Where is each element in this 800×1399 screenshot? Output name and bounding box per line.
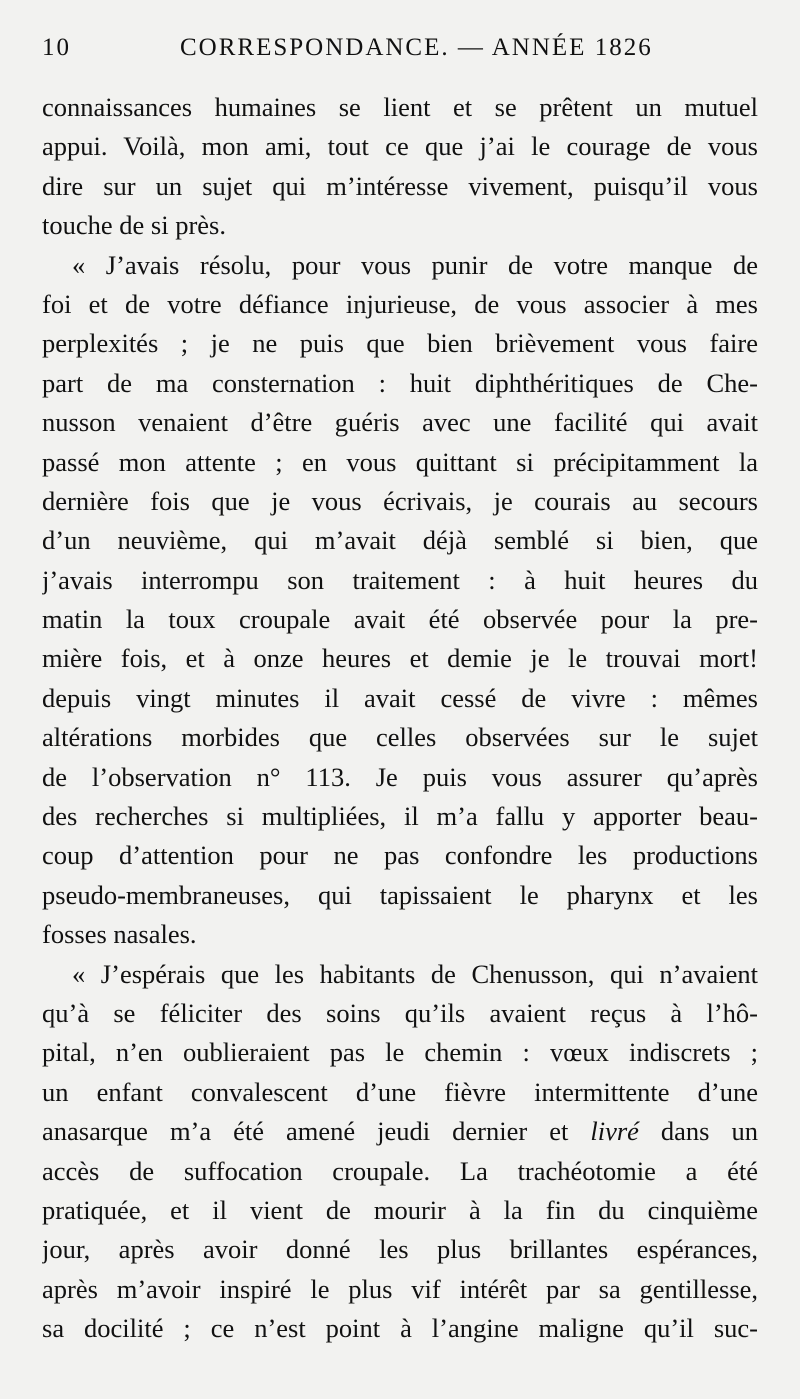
text-line: de l’observation n° 113. Je puis vous assurer qu’après bbox=[42, 761, 758, 792]
text-line: coup d’attention pour ne pas confondre les productions bbox=[42, 840, 758, 871]
text-line: pital, n’en oublieraient pas le chemin : vœux indiscrets ; bbox=[42, 1037, 758, 1068]
text-line: accès de suffocation croupale. La trachéotomie a été bbox=[42, 1155, 758, 1186]
text-line: passé mon attente ; en vous quittant si précipitamment la bbox=[42, 446, 758, 477]
text-line: jour, après avoir donné les plus brillantes espérances, bbox=[42, 1234, 758, 1265]
text-line: matin la toux croupale avait été observée pour la pre- bbox=[42, 604, 758, 635]
text-line: anasarque m’a été amené jeudi dernier et livré dans un bbox=[42, 1116, 758, 1147]
text-line: fosses nasales. bbox=[42, 919, 197, 950]
text-line: d’un neuvième, qui m’avait déjà semblé si bien, que bbox=[42, 525, 758, 556]
text-line: mière fois, et à onze heures et demie je le trouvai mort! bbox=[42, 643, 758, 674]
text-line: j’avais interrompu son traitement : à huit heures du bbox=[42, 564, 758, 595]
page-header bbox=[42, 34, 758, 66]
paragraph-2 bbox=[42, 246, 758, 955]
text-line: dernière fois que je vous écrivais, je courais au secours bbox=[42, 485, 758, 516]
italic-word: livré bbox=[590, 1116, 639, 1147]
text-line: « J’espérais que les habitants de Chenusson, qui n’avaient bbox=[72, 958, 758, 989]
text-line: « J’avais résolu, pour vous punir de votre manque de bbox=[72, 249, 758, 280]
text-line: altérations morbides que celles observées sur le sujet bbox=[42, 722, 758, 753]
text-line: sa docilité ; ce n’est point à l’angine maligne qu’il suc- bbox=[42, 1313, 758, 1344]
text-line: pratiquée, et il vient de mourir à la fin du cinquième bbox=[42, 1194, 758, 1225]
text-line: un enfant convalescent d’une fièvre intermittente d’une bbox=[42, 1076, 758, 1107]
text-line: dire sur un sujet qui m’intéresse vivement, puisqu’il vous bbox=[42, 170, 758, 201]
text-line: qu’à se féliciter des soins qu’ils avaient reçus à l’hô- bbox=[42, 997, 758, 1028]
text-line: des recherches si multipliées, il m’a fallu y apporter beau- bbox=[42, 801, 758, 832]
text-line: nusson venaient d’être guéris avec une facilité qui avait bbox=[42, 407, 758, 438]
page-number: 10 bbox=[42, 34, 71, 61]
paragraph-3 bbox=[42, 955, 758, 1349]
text-line: après m’avoir inspiré le plus vif intérêt par sa gentillesse, bbox=[42, 1273, 758, 1304]
text-line: touche de si près. bbox=[42, 210, 226, 241]
text-line: appui. Voilà, mon ami, tout ce que j’ai le courage de vous bbox=[42, 131, 758, 162]
text-line: connaissances humaines se lient et se prêtent un mutuel bbox=[42, 92, 758, 122]
running-head: CORRESPONDANCE. — ANNÉE 1826 bbox=[180, 34, 653, 61]
text-line: perplexités ; je ne puis que bien brièvement vous faire bbox=[42, 328, 758, 359]
text-line: pseudo-membraneuses, qui tapissaient le pharynx et les bbox=[42, 879, 758, 910]
page-body bbox=[42, 88, 758, 1349]
paragraph-1 bbox=[42, 88, 758, 246]
text-line: part de ma consternation : huit diphthéritiques de Che- bbox=[42, 367, 758, 398]
text-line: foi et de votre défiance injurieuse, de vous associer à mes bbox=[42, 288, 758, 319]
text-line: depuis vingt minutes il avait cessé de vivre : mêmes bbox=[42, 682, 758, 713]
